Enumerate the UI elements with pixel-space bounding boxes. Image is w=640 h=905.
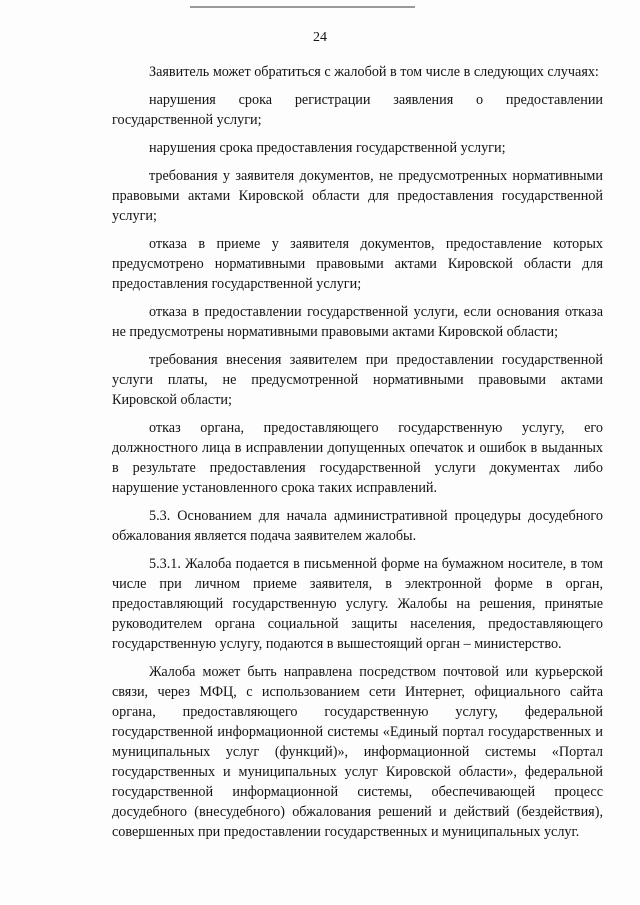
paragraph-item: отказа в предоставлении государственной услуги, если основания отказа не предусмотрены нормативными правовыми актами Кировской области;	[112, 304, 603, 340]
paragraph-item: требования внесения заявителем при предоставлении государственной услуги платы, не предусмотренной нормативными правовыми актами Кировской области;	[112, 352, 603, 408]
paragraph-item: нарушения срока предоставления государственной услуги;	[149, 140, 506, 156]
paragraph-section-5-3-1: 5.3.1. Жалоба подается в письменной форме на бумажном носителе, в том числе при личном приеме заявителя, в электронной форме в орган, предоставляющий государственную услугу. Жалобы на решения, принятые руководителем органа социальной защиты населения, предоставляющего государственную услугу, подаются в вышестоящий орган – министерство.	[112, 556, 603, 652]
page-number: 24	[313, 30, 327, 45]
scan-artifact-line	[190, 6, 415, 8]
document-body	[112, 62, 603, 850]
paragraph-submission-channels: Жалоба может быть направлена посредством почтовой или курьерской связи, через МФЦ, с использованием сети Интернет, официального сайта органа, предоставляющего государственную услугу, федеральной государственной информационной системы «Единый портал государственных и муниципальных услуг (функций)», информационной системы «Портал государственных и муниципальных услуг Кировской области», федеральной государственной информационной системы, обеспечивающей процесс досудебного (внесудебного) обжалования решений и действий (бездействия), совершенных при предоставлении государственных и муниципальных услуг.	[112, 664, 603, 840]
paragraph-section-5-3: 5.3. Основанием для начала административной процедуры досудебного обжалования является подача заявителем жалобы.	[112, 508, 603, 544]
paragraph-item: требования у заявителя документов, не предусмотренных нормативными правовыми актами Кировской области для предоставления государственной услуги;	[112, 168, 603, 224]
paragraph-item: нарушения срока регистрации заявления о предоставлении государственной услуги;	[112, 92, 603, 128]
paragraph-item: отказ органа, предоставляющего государственную услугу, его должностного лица в исправлении допущенных опечаток и ошибок в выданных в результате предоставления государственной услуги документах либо нарушение установленного срока таких исправлений.	[112, 420, 603, 496]
paragraph-intro: Заявитель может обратиться с жалобой в том числе в следующих случаях:	[149, 64, 599, 80]
paragraph-item: отказа в приеме у заявителя документов, предоставление которых предусмотрено нормативными правовыми актами Кировской области для предоставления государственной услуги;	[112, 236, 603, 292]
